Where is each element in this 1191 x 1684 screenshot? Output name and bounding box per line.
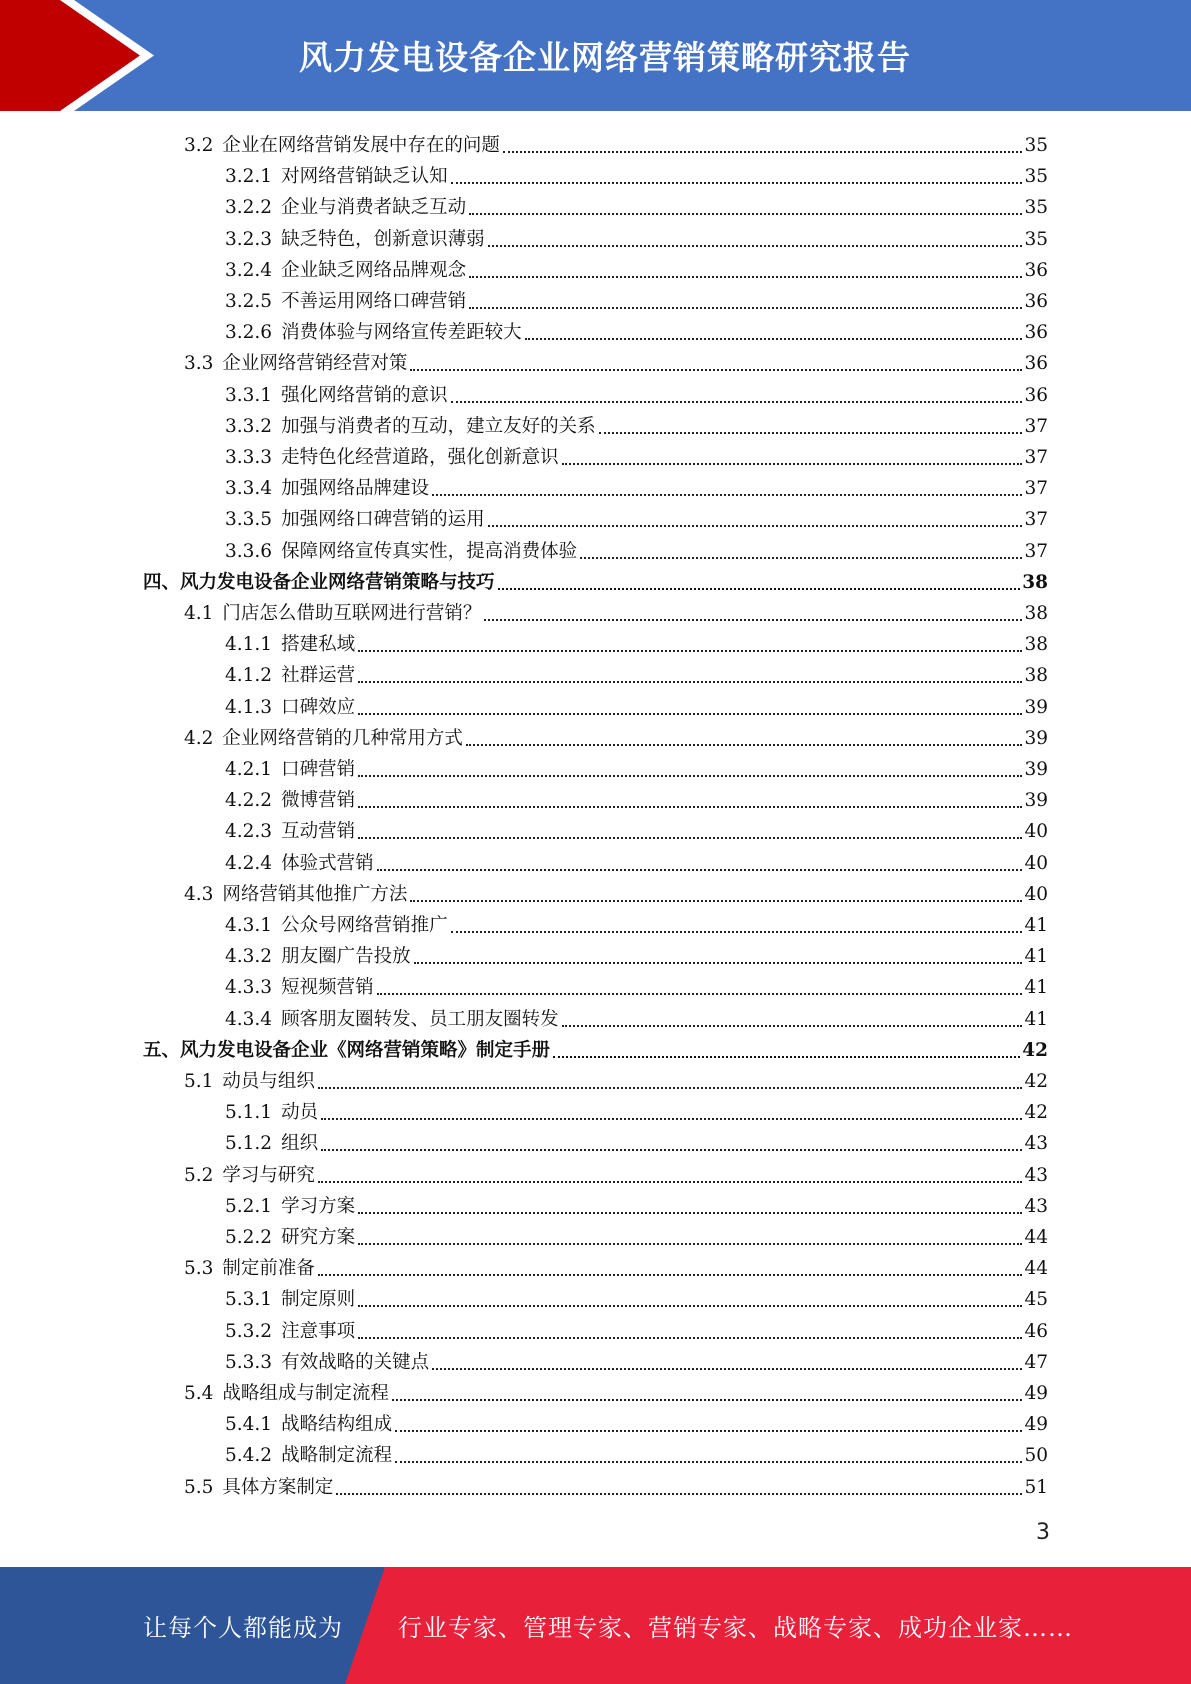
toc-entry-title: 走特色化经营道路，强化创新意识 (281, 447, 559, 468)
toc-entry[interactable] (184, 1250, 1048, 1281)
header-title: 风力发电设备企业网络营销策略研究报告 (299, 38, 911, 77)
toc-entry-number: 5.3.2 (225, 1320, 273, 1342)
toc-entry-page: 42 (1022, 1039, 1048, 1061)
toc-dot-leader (410, 900, 1022, 902)
toc-dot-leader (432, 494, 1022, 496)
toc-entry[interactable] (184, 1063, 1048, 1094)
toc-entry-title: 强化网络营销的意识 (281, 384, 448, 406)
toc-entry-title: 搭建私域 (281, 634, 356, 656)
toc-entry-page: 37 (1024, 447, 1048, 468)
toc-dot-leader (392, 1399, 1023, 1401)
toc-dot-leader (562, 463, 1023, 465)
toc-entry[interactable] (225, 221, 1048, 252)
toc-entry-number: 3.2 (184, 135, 214, 156)
toc-entry-number: 4.3.1 (225, 915, 273, 936)
toc-entry-title: 公众号网络营销推广 (281, 915, 448, 936)
toc-entry-page: 44 (1024, 1258, 1048, 1280)
toc-entry[interactable] (184, 595, 1048, 626)
toc-entry[interactable] (143, 1032, 1048, 1063)
toc-dot-leader (318, 1087, 1023, 1089)
toc-dot-leader (469, 213, 1022, 215)
toc-entry-page: 42 (1024, 1071, 1048, 1092)
toc-entry-title: 加强与消费者的互动，建立友好的关系 (281, 415, 596, 437)
toc-entry-title: 五、风力发电设备企业《网络营销策略》制定手册 (143, 1039, 551, 1061)
toc-dot-leader (451, 182, 1023, 184)
toc-entry-number: 3.3.4 (225, 478, 273, 500)
toc-entry-page: 36 (1024, 291, 1048, 312)
toc-entry[interactable] (225, 813, 1048, 844)
toc-entry[interactable] (184, 1157, 1048, 1188)
toc-entry-title: 企业缺乏网络品牌观念 (281, 259, 467, 281)
footer-slogan-right: 行业专家、管理专家、营销专家、战略专家、成功企业家…… (398, 1614, 1073, 1642)
toc-entry[interactable] (184, 127, 1048, 158)
toc-entry-page: 47 (1024, 1351, 1048, 1373)
toc-dot-leader (410, 369, 1022, 371)
toc-entry-title: 网络营销其他推广方法 (222, 883, 408, 905)
toc-entry-page: 51 (1024, 1476, 1048, 1498)
toc-entry-title: 有效战略的关键点 (281, 1351, 430, 1373)
toc-entry-page: 36 (1024, 322, 1048, 344)
toc-dot-leader (451, 931, 1023, 933)
toc-entry-number: 3.3.6 (225, 540, 273, 562)
toc-entry-number: 5.4 (184, 1383, 214, 1404)
toc-entry[interactable] (225, 314, 1048, 345)
toc-entry-page: 41 (1024, 946, 1048, 968)
toc-entry[interactable] (184, 345, 1048, 376)
toc-entry[interactable] (184, 1375, 1048, 1406)
toc-entry-title: 社群运营 (281, 665, 356, 687)
toc-entry-page: 46 (1024, 1320, 1048, 1342)
toc-entry-title: 学习方案 (281, 1195, 356, 1217)
toc-entry[interactable] (225, 377, 1048, 408)
toc-dot-leader (358, 1337, 1022, 1339)
toc-entry-page: 36 (1024, 353, 1048, 375)
toc-entry-page: 49 (1024, 1383, 1048, 1404)
toc-dot-leader (553, 1056, 1020, 1058)
toc-entry[interactable] (225, 1001, 1048, 1032)
toc-dot-leader (414, 962, 1023, 964)
toc-entry-page: 39 (1024, 696, 1048, 718)
toc-entry-number: 3.2.5 (225, 291, 273, 312)
toc-entry-page: 43 (1024, 1164, 1048, 1186)
toc-dot-leader (599, 432, 1023, 434)
toc-entry-number: 4.2.3 (225, 821, 273, 843)
toc-entry-number: 4.3 (184, 883, 214, 905)
toc-dot-leader (358, 1212, 1022, 1214)
toc-entry-number: 4.1 (184, 603, 214, 624)
toc-entry[interactable] (184, 1469, 1048, 1500)
toc-entry-page: 38 (1022, 571, 1048, 593)
toc-entry-page: 35 (1024, 228, 1048, 250)
toc-dot-leader (377, 993, 1023, 995)
toc-entry-title: 制定原则 (281, 1289, 356, 1311)
toc-entry-page: 35 (1024, 197, 1048, 219)
toc-entry-number: 4.2.1 (225, 759, 273, 780)
toc-dot-leader (484, 619, 1022, 621)
toc-entry-number: 4.2.2 (225, 790, 273, 812)
toc-entry[interactable] (225, 657, 1048, 688)
toc-entry[interactable] (225, 751, 1048, 782)
toc-entry-title: 学习与研究 (222, 1164, 315, 1186)
toc-entry-number: 3.2.6 (225, 322, 273, 344)
toc-entry[interactable] (225, 689, 1048, 720)
footer-banner (0, 1567, 1191, 1684)
toc-entry-page: 49 (1024, 1414, 1048, 1436)
toc-entry[interactable] (225, 408, 1048, 439)
toc-entry-page: 38 (1024, 665, 1048, 687)
toc-entry-page: 41 (1024, 915, 1048, 936)
toc-entry-page: 37 (1024, 415, 1048, 437)
toc-entry-number: 5.5 (184, 1476, 214, 1498)
toc-entry[interactable] (225, 470, 1048, 501)
toc-entry-number: 3.2.2 (225, 197, 273, 219)
toc-entry-number: 3.3.3 (225, 447, 273, 468)
toc-entry[interactable] (225, 1313, 1048, 1344)
toc-entry[interactable] (225, 158, 1048, 189)
toc-dot-leader (318, 1274, 1023, 1276)
toc-entry-title: 顾客朋友圈转发、员工朋友圈转发 (281, 1008, 559, 1030)
toc-dot-leader (358, 1305, 1022, 1307)
toc-entry-page: 40 (1024, 821, 1048, 843)
toc-entry-page: 36 (1024, 384, 1048, 406)
toc-entry-title: 口碑营销 (281, 759, 356, 780)
toc-dot-leader (395, 1461, 1022, 1463)
toc-entry[interactable] (225, 501, 1048, 532)
toc-entry-title: 消费体验与网络宣传差距较大 (281, 322, 522, 344)
toc-entry-title: 对网络营销缺乏认知 (281, 166, 448, 188)
toc-entry[interactable] (225, 1188, 1048, 1219)
toc-entry-title: 企业与消费者缺乏互动 (281, 197, 467, 219)
toc-entry[interactable] (225, 1125, 1048, 1156)
toc-entry-page: 38 (1024, 634, 1048, 656)
toc-entry-title: 不善运用网络口碑营销 (281, 291, 467, 312)
toc-entry[interactable] (225, 1437, 1048, 1468)
toc-entry[interactable] (225, 782, 1048, 813)
toc-entry-title: 动员与组织 (222, 1071, 315, 1092)
toc-dot-leader (451, 401, 1023, 403)
toc-entry-page: 41 (1024, 977, 1048, 999)
toc-entry-title: 制定前准备 (222, 1258, 315, 1280)
toc-entry-title: 战略组成与制定流程 (222, 1383, 389, 1404)
toc-entry-page: 38 (1024, 603, 1048, 624)
toc-entry[interactable] (225, 907, 1048, 938)
toc-dot-leader (580, 557, 1022, 559)
toc-entry-title: 朋友圈广告投放 (281, 946, 411, 968)
toc-entry-page: 39 (1024, 727, 1048, 749)
toc-entry-page: 40 (1024, 883, 1048, 905)
toc-entry[interactable] (225, 1281, 1048, 1312)
toc-entry[interactable] (184, 876, 1048, 907)
toc-entry[interactable] (225, 189, 1048, 220)
toc-entry-page: 50 (1024, 1445, 1048, 1467)
toc-entry-number: 3.2.1 (225, 166, 273, 188)
toc-dot-leader (336, 1493, 1022, 1495)
toc-dot-leader (321, 1118, 1022, 1120)
toc-entry-page: 39 (1024, 759, 1048, 780)
toc-dot-leader (377, 869, 1023, 871)
toc-entry-number: 3.2.4 (225, 259, 273, 281)
toc-entry-title: 门店怎么借助互联网进行营销？ (222, 603, 482, 624)
toc-dot-leader (525, 338, 1023, 340)
toc-entry-number: 4.1.1 (225, 634, 273, 656)
toc-entry-title: 口碑效应 (281, 696, 356, 718)
toc-entry-title: 注意事项 (281, 1320, 356, 1342)
toc-dot-leader (469, 307, 1022, 309)
toc-entry-page: 43 (1024, 1195, 1048, 1217)
footer-slogan-left: 让每个人都能成为 (143, 1614, 343, 1642)
toc-entry-page: 37 (1024, 509, 1048, 531)
toc-entry-title: 研究方案 (281, 1227, 356, 1248)
toc-entry-title: 四、风力发电设备企业网络营销策略与技巧 (143, 571, 495, 593)
toc-dot-leader (358, 775, 1022, 777)
toc-dot-leader (358, 713, 1022, 715)
toc-entry[interactable] (225, 533, 1048, 564)
toc-dot-leader (469, 276, 1022, 278)
toc-entry-number: 3.3 (184, 353, 214, 375)
toc-entry-number: 4.1.2 (225, 665, 273, 687)
toc-entry-number: 5.2.1 (225, 1195, 273, 1217)
toc-entry-title: 组织 (281, 1133, 319, 1155)
toc-entry-title: 保障网络宣传真实性，提高消费体验 (281, 540, 578, 562)
page-number: 3 (1036, 1520, 1050, 1545)
toc-entry-page: 37 (1024, 540, 1048, 562)
toc-entry-number: 4.3.2 (225, 946, 273, 968)
toc-entry-number: 5.2.2 (225, 1227, 273, 1248)
toc-entry-number: 5.4.1 (225, 1414, 273, 1436)
toc-dot-leader (358, 837, 1022, 839)
toc-dot-leader (562, 1025, 1023, 1027)
toc-entry-page: 45 (1024, 1289, 1048, 1311)
toc-dot-leader (488, 245, 1023, 247)
toc-entry-title: 企业网络营销经营对策 (222, 353, 408, 375)
toc-entry-number: 5.2 (184, 1164, 214, 1186)
toc-entry-page: 35 (1024, 135, 1048, 156)
toc-entry-title: 缺乏特色，创新意识薄弱 (281, 228, 485, 250)
toc-entry-number: 3.2.3 (225, 228, 273, 250)
toc-entry-page: 42 (1024, 1102, 1048, 1124)
toc-entry-number: 5.1.1 (225, 1102, 273, 1124)
toc-entry[interactable] (225, 1344, 1048, 1375)
toc-entry-page: 39 (1024, 790, 1048, 812)
toc-entry[interactable] (225, 283, 1048, 314)
toc-dot-leader (488, 525, 1023, 527)
toc-dot-leader (358, 681, 1022, 683)
toc-entry[interactable] (225, 1219, 1048, 1250)
toc-entry-title: 互动营销 (281, 821, 356, 843)
toc-dot-leader (498, 588, 1021, 590)
toc-entry[interactable] (225, 1094, 1048, 1125)
toc-entry-number: 5.1 (184, 1071, 214, 1092)
toc-dot-leader (318, 1181, 1023, 1183)
toc-entry-number: 5.4.2 (225, 1445, 273, 1467)
toc-dot-leader (466, 744, 1023, 746)
toc-entry-number: 4.3.3 (225, 977, 273, 999)
toc-entry-title: 加强网络口碑营销的运用 (281, 509, 485, 531)
toc-entry-page: 43 (1024, 1133, 1048, 1155)
toc-entry-page: 44 (1024, 1227, 1048, 1248)
toc-entry[interactable] (225, 938, 1048, 969)
toc-dot-leader (503, 151, 1023, 153)
toc-dot-leader (395, 1430, 1022, 1432)
toc-entry-page: 36 (1024, 259, 1048, 281)
toc-entry[interactable] (225, 1406, 1048, 1437)
toc-entry-title: 企业在网络营销发展中存在的问题 (222, 135, 500, 156)
toc-entry-title: 体验式营销 (281, 852, 374, 874)
toc-entry-title: 加强网络品牌建设 (281, 478, 430, 500)
toc-entry[interactable] (225, 439, 1048, 470)
toc-entry-page: 41 (1024, 1008, 1048, 1030)
header-banner (0, 0, 1191, 111)
toc-entry-number: 5.3 (184, 1258, 214, 1280)
toc-dot-leader (358, 806, 1022, 808)
toc-entry[interactable] (225, 845, 1048, 876)
toc-dot-leader (432, 1368, 1022, 1370)
toc-entry-number: 4.1.3 (225, 696, 273, 718)
toc-entry[interactable] (143, 564, 1048, 595)
toc-entry[interactable] (184, 720, 1048, 751)
toc-dot-leader (358, 650, 1022, 652)
toc-entry[interactable] (225, 969, 1048, 1000)
toc-entry[interactable] (225, 252, 1048, 283)
toc-entry-number: 4.3.4 (225, 1008, 273, 1030)
toc-entry-title: 短视频营销 (281, 977, 374, 999)
toc-entry-number: 3.3.1 (225, 384, 273, 406)
toc-entry-page: 40 (1024, 852, 1048, 874)
toc-entry-title: 具体方案制定 (222, 1476, 334, 1498)
toc-dot-leader (321, 1149, 1022, 1151)
toc-entry[interactable] (225, 626, 1048, 657)
toc-entry-title: 企业网络营销的几种常用方式 (222, 727, 463, 749)
chevron-arrow-icon (0, 0, 160, 111)
toc-entry-number: 4.2.4 (225, 852, 273, 874)
toc-entry-number: 4.2 (184, 727, 214, 749)
toc-entry-page: 37 (1024, 478, 1048, 500)
toc-entry-title: 动员 (281, 1102, 319, 1124)
toc-entry-number: 5.3.1 (225, 1289, 273, 1311)
toc-entry-title: 微博营销 (281, 790, 356, 812)
toc-entry-number: 3.3.2 (225, 415, 273, 437)
toc-dot-leader (358, 1243, 1022, 1245)
toc-entry-page: 35 (1024, 166, 1048, 188)
toc-entry-number: 3.3.5 (225, 509, 273, 531)
toc-entry-title: 战略制定流程 (281, 1445, 393, 1467)
toc-entry-title: 战略结构组成 (281, 1414, 393, 1436)
toc-entry-number: 5.1.2 (225, 1133, 273, 1155)
toc-entry-number: 5.3.3 (225, 1351, 273, 1373)
